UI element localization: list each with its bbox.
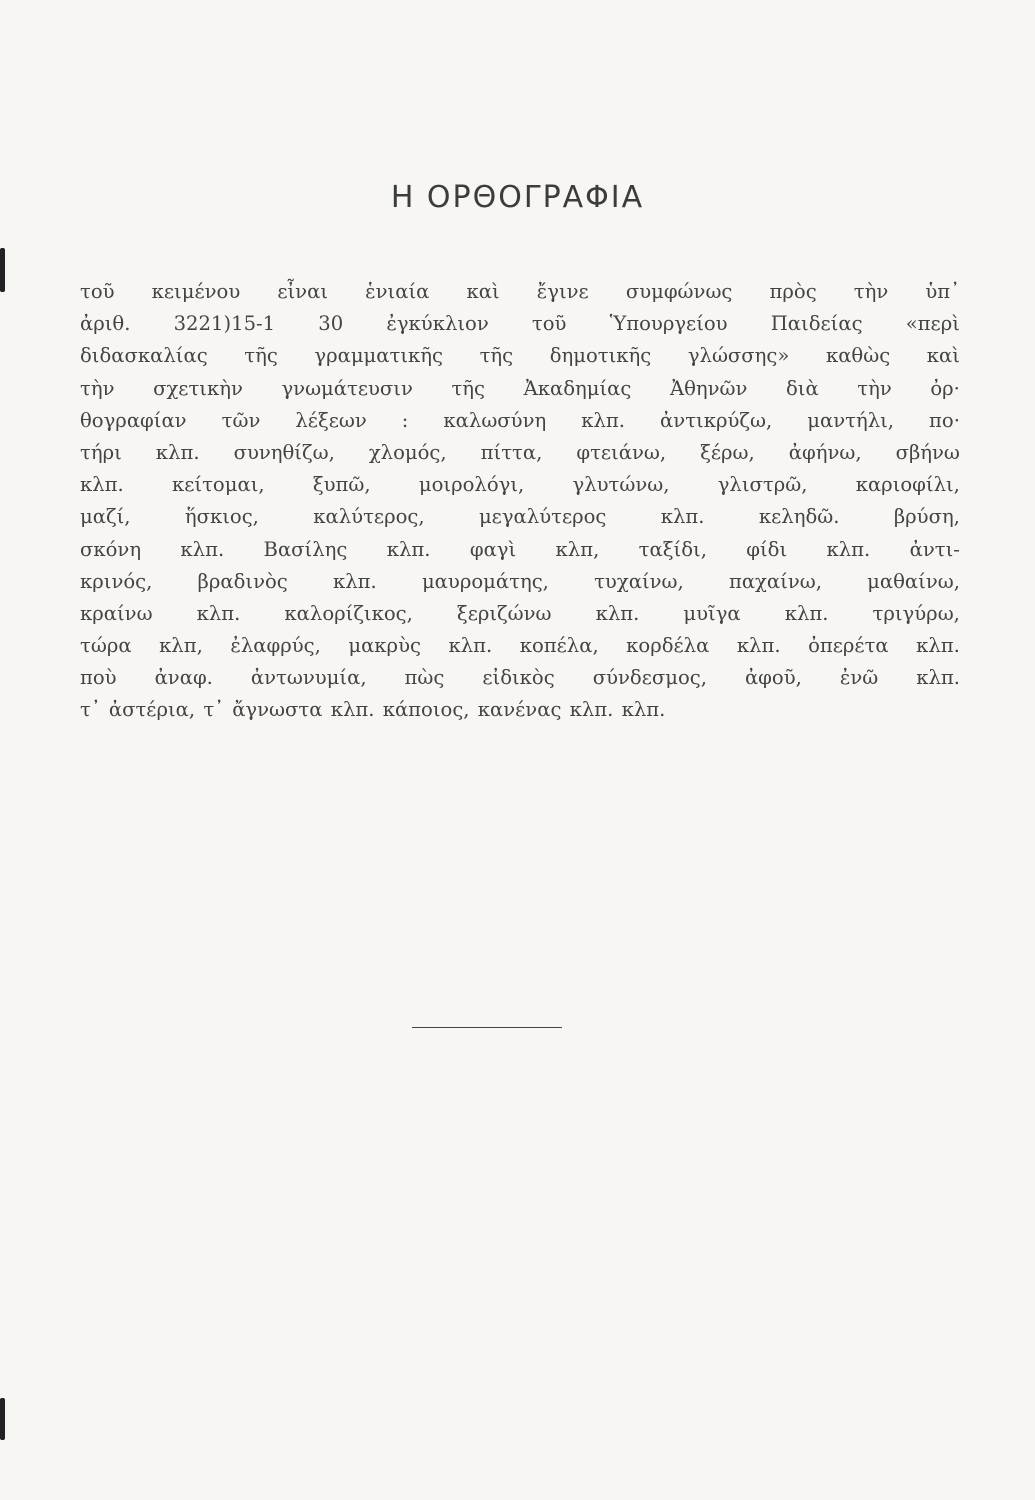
text-line: κλπ. κείτομαι, ξυπῶ, μοιρολόγι, γλυτώνω, γλιστρῶ, καριοφίλι, — [80, 473, 960, 497]
text-line: τοῦ κειμένου εἶναι ἑνιαία καὶ ἔγινε συμφώνως πρὸς τὴν ὑπ᾽ — [80, 280, 960, 303]
text-line: τήρι κλπ. συνηθίζω, χλομός, πίττα, φτειάνω, ξέρω, ἀφήνω, σβήνω — [80, 440, 960, 464]
page-title: Η ΟΡΘΟΓΡΑΦΙΑ — [390, 180, 645, 215]
text-line: τ᾽ ἀστέρια, τ᾽ ἄγνωστα κλπ. κάποιος, κανένας κλπ. κλπ. — [80, 698, 666, 722]
text-line: διδασκαλίας τῆς γραμματικῆς τῆς δημοτικῆς γλώσσης» καθὼς καὶ — [80, 344, 960, 368]
text-line: σκόνη κλπ. Βασίλης κλπ. φαγὶ κλπ, ταξίδι, φίδι κλπ. ἀντι- — [80, 537, 960, 561]
text-line: μαζί, ἥσκιος, καλύτερος, μεγαλύτερος κλπ. κεληδῶ. βρύση, — [80, 505, 960, 529]
binding-mark-bottom — [0, 1398, 5, 1440]
binding-mark-top — [0, 248, 5, 292]
text-line: τώρα κλπ, ἐλαφρύς, μακρὺς κλπ. κοπέλα, κορδέλα κλπ. ὀπερέτα κλπ. — [80, 634, 960, 658]
text-line: ἀριθ. 3221)15-1 30 ἐγκύκλιον τοῦ Ὑπουργείου Παιδείας «περὶ — [80, 312, 960, 336]
text-line: θογραφίαν τῶν λέξεων : καλωσύνη κλπ. ἀντικρύζω, μαντήλι, πο· — [80, 408, 960, 432]
text-line: τὴν σχετικὴν γνωμάτευσιν τῆς Ἀκαδημίας Ἀθηνῶν διὰ τὴν ὀρ· — [80, 376, 960, 400]
text-line: κραίνω κλπ. καλορίζικος, ξεριζώνω κλπ. μυῖγα κλπ. τριγύρω, — [80, 601, 960, 625]
text-line: κρινός, βραδινὸς κλπ. μαυρομάτης, τυχαίνω, παχαίνω, μαθαίνω, — [80, 569, 960, 593]
text-line: ποὺ ἀναφ. ἀντωνυμία, πὼς εἰδικὸς σύνδεσμος, ἀφοῦ, ἐνῶ κλπ. — [80, 666, 960, 690]
body-paragraph — [80, 276, 960, 727]
section-divider — [412, 1027, 562, 1028]
